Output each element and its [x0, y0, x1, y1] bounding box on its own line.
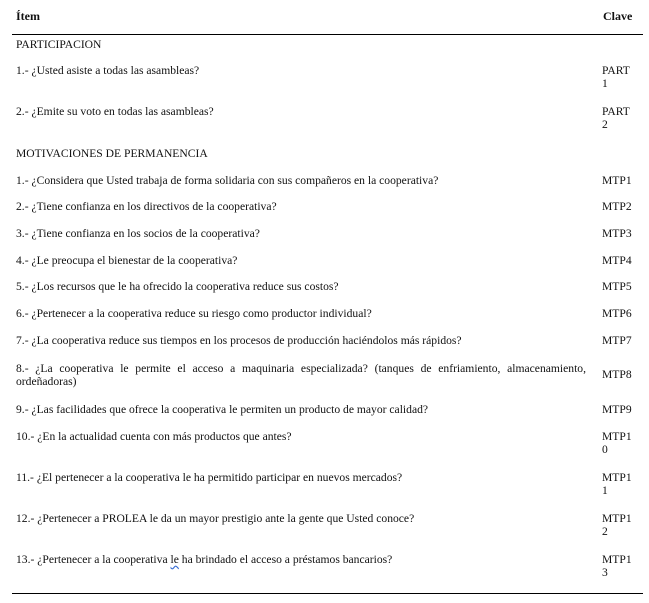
question-text: 2.- ¿Tiene confianza en los directivos de la cooperativa?	[16, 200, 277, 213]
question-text-flagged: le	[170, 553, 179, 566]
header-rule	[12, 34, 643, 35]
key-cell	[602, 105, 646, 131]
question-text: 7.- ¿La cooperativa reduce sus tiempos en los procesos de producción haciéndolos más rápidos?	[16, 334, 462, 347]
key-cell	[602, 471, 646, 497]
key-line1: MTP1	[602, 553, 632, 566]
question-text: 5.- ¿Los recursos que le ha ofrecido la cooperativa reduce sus costos?	[16, 280, 339, 293]
question-text: 8.- ¿La cooperativa le permite el acceso a maquinaria especializada? (tanques de enfriamiento, almacenamiento, ordeñadoras)	[16, 362, 586, 388]
key-cell: MTP3	[602, 227, 632, 240]
question-text: 1.- ¿Usted asiste a todas las asambleas?	[16, 64, 200, 77]
key-line2: 3	[602, 566, 608, 579]
key-cell: MTP5	[602, 280, 632, 293]
key-line2: 1	[602, 484, 608, 497]
key-line1: MTP1	[602, 512, 632, 525]
key-cell: MTP6	[602, 307, 632, 320]
question-text: 9.- ¿Las facilidades que ofrece la cooperativa le permiten un producto de mayor calidad?	[16, 403, 429, 416]
key-line2: 2	[602, 525, 608, 538]
key-line1: PART	[602, 105, 630, 118]
key-cell: MTP8	[602, 368, 632, 381]
bottom-rule	[12, 593, 643, 594]
key-cell	[602, 64, 646, 90]
key-cell	[602, 430, 646, 456]
question-text: 6.- ¿Pertenecer a la cooperativa reduce su riesgo como productor individual?	[16, 307, 372, 320]
key-line1: MTP1	[602, 471, 632, 484]
key-cell: MTP2	[602, 200, 632, 213]
question-text	[16, 553, 586, 566]
question-text: 12.- ¿Pertenecer a PROLEA le da un mayor prestigio ante la gente que Usted conoce?	[16, 512, 415, 525]
key-line2: 1	[602, 77, 608, 90]
question-text-before: 13.- ¿Pertenecer a la cooperativa	[16, 553, 171, 566]
section-title-participacion: PARTICIPACION	[16, 38, 102, 51]
key-cell: MTP1	[602, 174, 632, 187]
question-text: 11.- ¿El pertenecer a la cooperativa le ha permitido participar en nuevos mercados?	[16, 471, 403, 484]
key-cell	[602, 512, 646, 538]
key-cell: MTP7	[602, 334, 632, 347]
column-header-key: Clave	[603, 9, 633, 23]
question-text-after: ha brindado el acceso a préstamos bancarios?	[178, 553, 393, 566]
question-text: 4.- ¿Le preocupa el bienestar de la cooperativa?	[16, 254, 238, 267]
column-header-item: Ítem	[16, 9, 40, 23]
key-line1: PART	[602, 64, 630, 77]
key-line2: 0	[602, 443, 608, 456]
question-text: 10.- ¿En la actualidad cuenta con más productos que antes?	[16, 430, 292, 443]
key-line1: MTP1	[602, 430, 632, 443]
question-text: 2.- ¿Emite su voto en todas las asambleas?	[16, 105, 214, 118]
question-text: 1.- ¿Considera que Usted trabaja de forma solidaria con sus compañeros en la cooperativa?	[16, 174, 439, 187]
key-cell	[602, 553, 646, 579]
section-title-motivaciones: MOTIVACIONES DE PERMANENCIA	[16, 147, 208, 160]
key-cell: MTP4	[602, 254, 632, 267]
key-line2: 2	[602, 118, 608, 131]
question-text: 3.- ¿Tiene confianza en los socios de la cooperativa?	[16, 227, 260, 240]
key-cell: MTP9	[602, 403, 632, 416]
